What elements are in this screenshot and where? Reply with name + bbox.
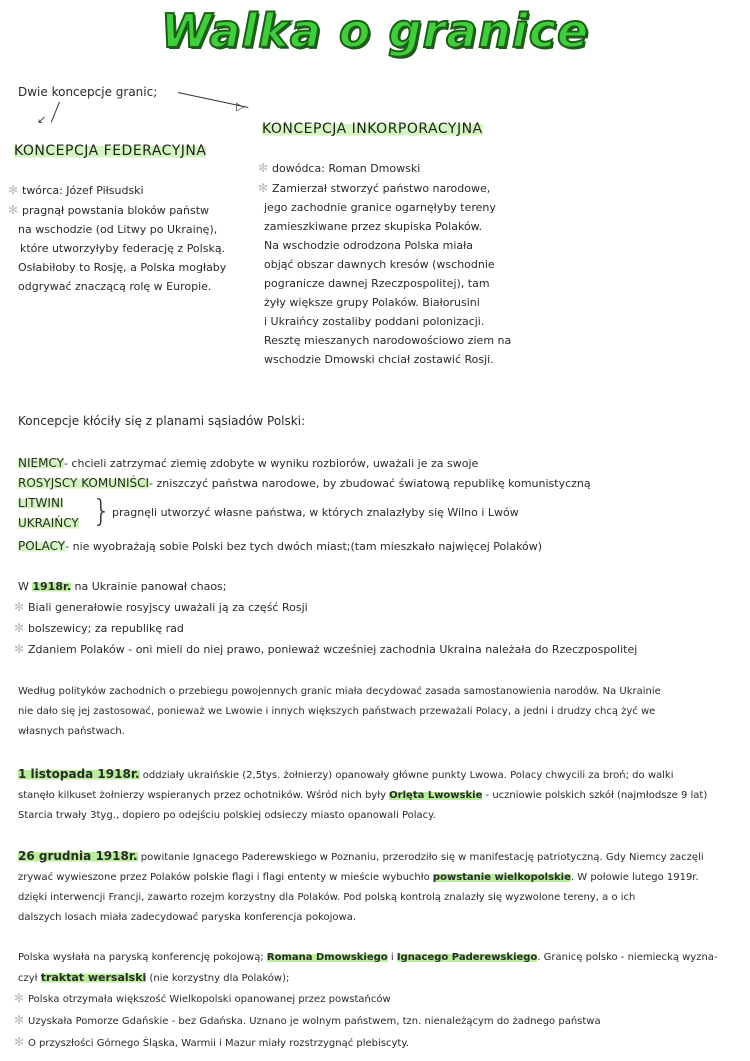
right-line-9: i Ukraińcy zostaliby poddani polonizacji.	[264, 315, 485, 328]
right-line-2: Zamierzał stworzyć państwo narodowe,	[272, 182, 491, 195]
paragraph-lwow: 1 listopada 1918r. oddziały ukraińskie (2,5tys. żołnierzy) opanowały główne punkty Lwowa. Polacy chwycili za broń; do walki stanęło kilkuset żołnierzy wspieranych przez ochotników. Wśród nich były Orlęta Lwowskie - uczniowie polskich szkół (najmłodsze 9 lat) Starcia trwały 3tyg., dopiero po odejściu polskiej odsieczy miasto opanowali Polacy.	[18, 766, 707, 824]
right-column-body	[258, 160, 511, 368]
left-column-heading: KONCEPCJA FEDERACYJNA	[14, 143, 207, 159]
paris-item-3: O przyszłości Górnego Śląska, Warmii i Mazur miały rozstrzygnąć plebiscyty.	[28, 1038, 410, 1049]
name-paderewski: Ignacego Paderewskiego	[396, 952, 538, 963]
ukraine-item-2: bolszewicy; za republikę rad	[28, 622, 184, 635]
label-polacy: POLACY	[18, 539, 66, 553]
asterisk-icon: ✻	[14, 600, 25, 614]
left-line-3: na wschodzie (od Litwy po Ukrainę),	[18, 223, 218, 236]
asterisk-icon: ✻	[14, 1035, 25, 1049]
lit-ukr-text: pragnęli utworzyć własne państwa, w których znalazłyby się Wilno i Lwów	[112, 506, 519, 519]
intro-text: Dwie koncepcje granic;	[18, 85, 158, 99]
asterisk-icon: ✻	[14, 991, 25, 1005]
paragraph-wielkopolska: 26 grudnia 1918r. powitanie Ignacego Paderewskiego w Poznaniu, przerodziło się w manifestację patriotyczną. Gdy Niemcy zaczęli zrywać wywieszone przez Polaków polskie flagi i flagi ententy w mieście wybuchło powstanie wielkopolskie. W połowie lutego 1919r. dzięki interwencji Francji, zawarto rozejm korzystny dla Polaków. Pod polską kontrolą znalazły się wyzwolone tereny, a o ich dalszych losach miała zadecydować paryska konferencja pokojowa.	[18, 848, 704, 926]
right-line-11: wschodzie Dmowski chciał zostawić Rosji.	[264, 353, 494, 366]
label-litwini: LITWINI	[18, 496, 64, 510]
right-line-7: pogranicze dawnej Rzeczpospolitej), tam	[264, 277, 490, 290]
lwow-line-3: Starcia trwały 3tyg., dopiero po odejściu polskiej odsieczy miasto opanowali Polacy.	[18, 810, 436, 821]
ukraine-item-1: Biali generałowie rosyjscy uważali ją za część Rosji	[28, 601, 308, 614]
paris-item-1: Polska otrzymała większość Wielkopolski opanowanej przez powstańców	[28, 994, 391, 1005]
neighbor-polacy: POLACY- nie wyobrażają sobie Polski bez tych dwóch miast;(tam mieszkało najwięcej Polaków)	[18, 539, 543, 553]
left-line-2: pragnął powstania bloków państw	[22, 204, 210, 217]
right-line-8: żyły większe grupy Polaków. Białorusini	[264, 296, 480, 309]
neighbor-rosjanie: ROSYJSCY KOMUNIŚCI- zniszczyć państwa narodowe, by zbudować światową republikę komunistyczną	[18, 476, 591, 490]
left-line-5: Osłabiłoby to Rosję, a Polska mogłaby	[18, 261, 227, 274]
left-line-6: odgrywać znaczącą rolę w Europie.	[18, 280, 212, 293]
right-line-3: jego zachodnie granice ogarnęłyby tereny	[264, 201, 496, 214]
ukraine-list	[14, 599, 637, 658]
label-rosjanie: ROSYJSCY KOMUNIŚCI	[18, 476, 150, 490]
wlkp-line-4: dalszych losach miała zadecydować paryska konferencja pokojowa.	[18, 912, 356, 923]
right-line-5: Na wschodzie odrodzona Polska miała	[264, 239, 473, 252]
arrow-left-head-icon: ↙	[37, 113, 47, 126]
right-line-6: objąć obszar dawnych kresów (wschodnie	[264, 258, 495, 271]
paragraph-paris: Polska wysłała na paryską konferencję pokojową; Romana Dmowskiego i Ignacego Paderewskiego. Granicę polsko - niemiecką wyzna- czył traktat wersalski (nie korzystny dla Polaków);	[18, 952, 718, 984]
paris-item-2: Uzyskała Pomorze Gdańskie - bez Gdańska. Uznano je wolnym państwem, tzn. nienależącym do żadnego państwa	[28, 1016, 601, 1027]
conflict-heading: Koncepcje kłóciły się z planami sąsiadów Polski:	[18, 414, 306, 428]
right-line-4: zamieszkiwane przez skupiska Polaków.	[264, 220, 483, 233]
left-line-4: które utworzyłyby federację z Polską.	[20, 242, 226, 255]
asterisk-icon: ✻	[258, 181, 269, 195]
powstanie-wielkopolskie: powstanie wielkopolskie	[432, 872, 571, 883]
asterisk-icon: ✻	[258, 161, 269, 175]
label-niemcy: NIEMCY	[18, 456, 64, 470]
asterisk-icon: ✻	[8, 183, 19, 197]
arrow-right-head-icon: ▷	[236, 100, 245, 113]
orleta-lwowskie: Orlęta Lwowskie	[389, 790, 483, 801]
left-column-body	[8, 182, 226, 295]
page-title: Walka o granice	[160, 4, 590, 58]
label-ukraincy: UKRAIŃCY	[18, 516, 79, 530]
wlkp-line-3: dzięki interwencji Francji, zawarto rozejm korzystny dla Polaków. Pod polską kontrolą znalazły się wyzwolone tereny, a o ich	[18, 892, 636, 903]
date-1-listopada: 1 listopada 1918r.	[18, 767, 140, 781]
brace-icon: }	[92, 494, 112, 529]
right-line-10: Resztę mieszanych narodowościowo ziem na	[264, 334, 512, 347]
west-line-3: własnych państwach.	[18, 726, 125, 737]
asterisk-icon: ✻	[14, 1013, 25, 1027]
ukraine-intro: W 1918r. na Ukrainie panował chaos;	[18, 580, 227, 593]
year-1918: 1918r.	[32, 580, 72, 593]
neighbor-niemcy: NIEMCY- chcieli zatrzymać ziemię zdobyte w wyniku rozbiorów, uważali je za swoje	[18, 456, 479, 470]
name-dmowski: Romana Dmowskiego	[266, 952, 388, 963]
left-line-1: twórca: Józef Piłsudski	[22, 184, 144, 197]
west-line-2: nie dało się jej zastosować, ponieważ we Lwowie i innych większych państwach przeważali Polacy, a jedni i drudzy chcą żyć we	[18, 706, 656, 717]
right-column-heading: KONCEPCJA INKORPORACYJNA	[262, 121, 483, 137]
ukraine-item-3: Zdaniem Polaków - oni mieli do niej prawo, ponieważ wcześniej zachodnia Ukraina należała do Rzeczpospolitej	[28, 643, 638, 656]
date-26-grudnia: 26 grudnia 1918r.	[18, 849, 138, 863]
asterisk-icon: ✻	[8, 203, 19, 217]
arrow-left	[51, 102, 60, 123]
traktat-wersalski: traktat wersalski	[40, 971, 147, 984]
west-line-1: Według polityków zachodnich o przebiegu powojennych granic miała decydować zasada samostanowienia narodów. Na Ukrainie	[18, 686, 661, 697]
paris-list	[14, 990, 601, 1052]
right-line-1: dowódca: Roman Dmowski	[272, 162, 421, 175]
paragraph-west	[18, 684, 661, 740]
asterisk-icon: ✻	[14, 621, 25, 635]
asterisk-icon: ✻	[14, 642, 25, 656]
